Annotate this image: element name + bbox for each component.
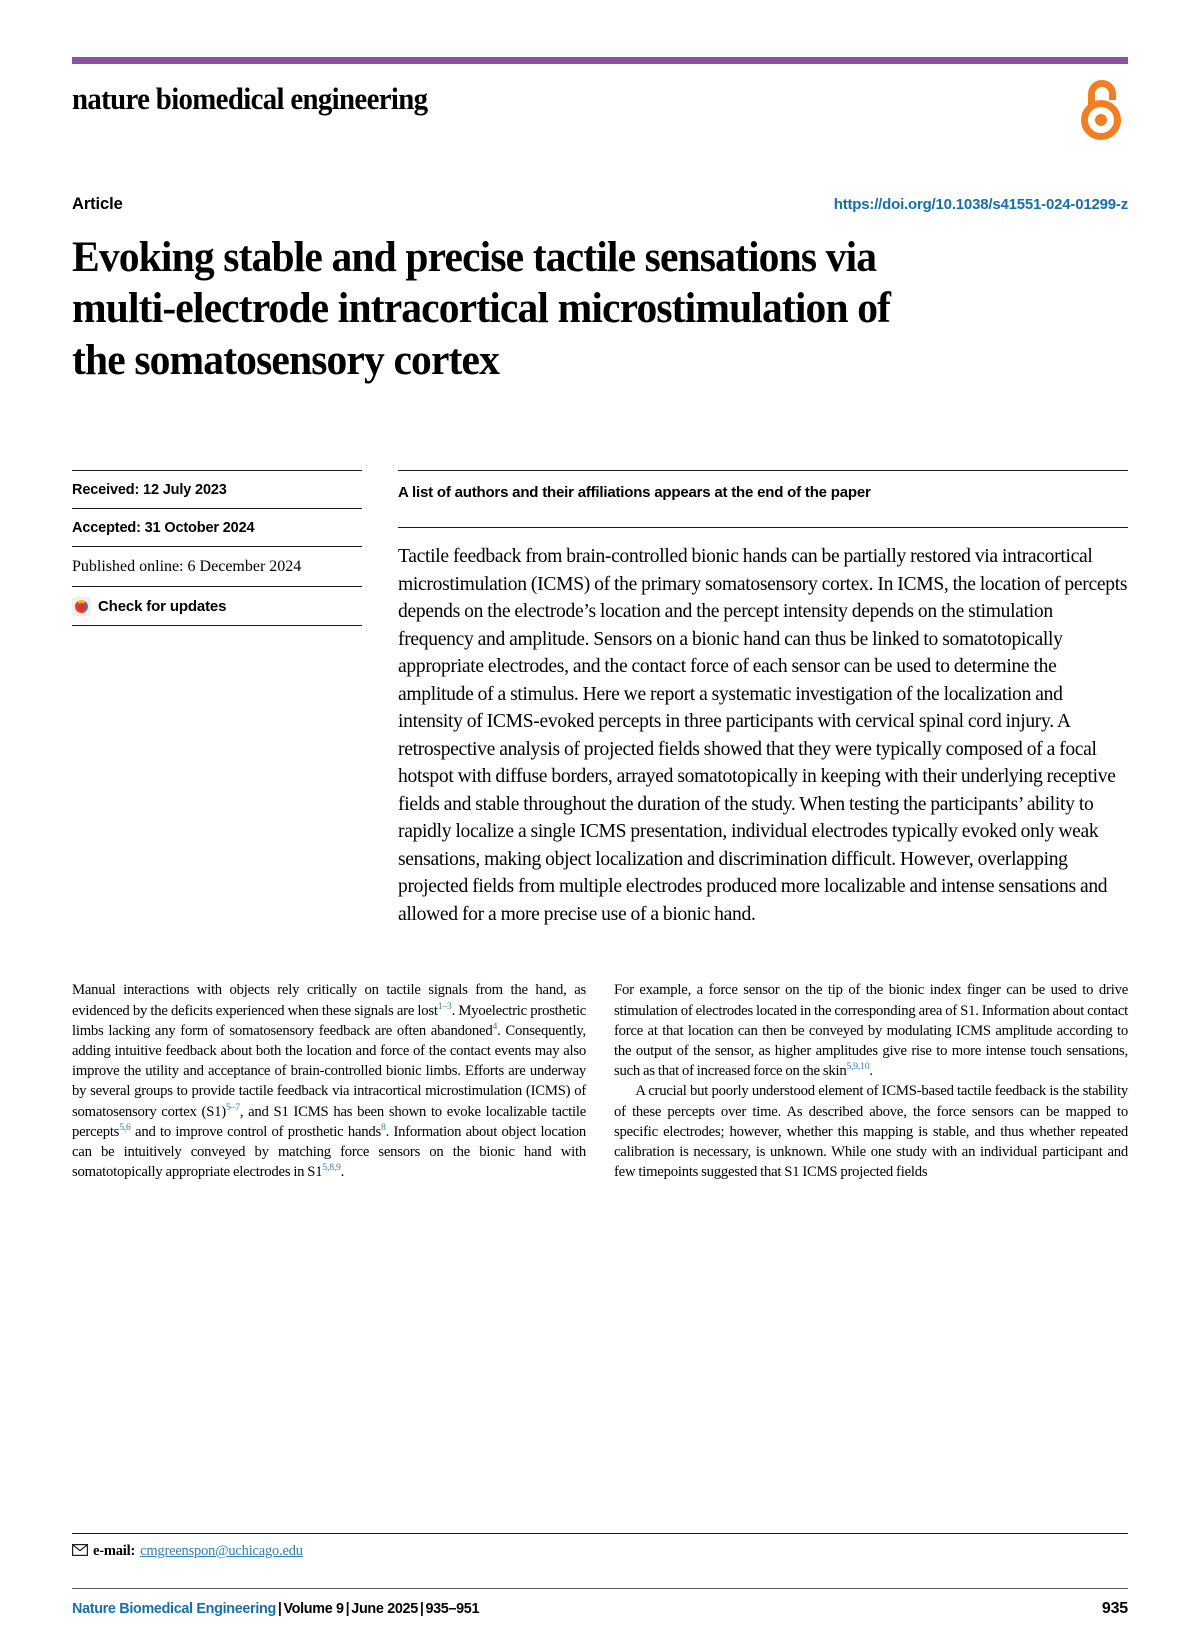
email-address-link[interactable]: cmgreenspon@uchicago.edu bbox=[140, 1543, 303, 1559]
page-title: Evoking stable and precise tactile sensations via multi-electrode intracortical microstimulation of the somatosensory cortex bbox=[72, 233, 891, 384]
reference-marker[interactable]: 1–3 bbox=[437, 1000, 452, 1012]
footer-journal-name[interactable]: Nature Biomedical Engineering bbox=[72, 1600, 276, 1617]
authors-affiliations-note: A list of authors and their affiliations appears at the end of the paper bbox=[398, 483, 871, 501]
article-meta-column bbox=[72, 470, 390, 928]
paragraph bbox=[72, 980, 586, 1182]
page-number: 935 bbox=[1101, 1600, 1128, 1617]
footer-date: June 2025 bbox=[351, 1600, 418, 1617]
footer-citation: Nature Biomedical Engineering | Volume 9 | June 2025 | 935–951 bbox=[72, 1600, 480, 1617]
check-for-updates-label: Check for updates bbox=[98, 597, 227, 615]
body-text: For example, a force sensor on the tip of the bionic index finger can be used to drive stimulation of electrodes located in the corresponding area of S1. Information about contact force at that location can then be conveyed by modulating ICMS amplitude according to the output of the sensor, as higher amplitudes give rise to more intense touch sensations, such as that of increased force on the skin bbox=[614, 982, 1128, 1080]
reference-marker[interactable]: 4 bbox=[492, 1020, 498, 1032]
body-column-right bbox=[614, 980, 1128, 1182]
masthead bbox=[72, 64, 1128, 145]
meta-published-online: Published online: 6 December 2024 bbox=[72, 557, 302, 575]
reference-marker[interactable]: 5,8,9 bbox=[322, 1162, 341, 1174]
body-text: . bbox=[340, 1164, 345, 1181]
meta-abstract-block bbox=[72, 470, 1128, 928]
brand-rule bbox=[72, 57, 1128, 64]
abstract-column bbox=[390, 470, 1128, 928]
page-footer bbox=[72, 1533, 1128, 1618]
body-text: . bbox=[869, 1063, 873, 1080]
body-text: and to improve control of prosthetic hands bbox=[130, 1123, 381, 1140]
email-divider bbox=[72, 1533, 1128, 1534]
email-label: e-mail: bbox=[93, 1543, 136, 1559]
article-header-row bbox=[72, 195, 1128, 214]
abstract-text: Tactile feedback from brain-controlled bionic hands can be partially restored via intracortical microstimulation (ICMS) of the primary somatosensory cortex. In ICMS, the location of percepts depends on the electrode’s location and the percept intensity depends on the stimulation frequency and amplitude. Sensors on a bionic hand can thus be linked to somatotopically appropriate electrodes, and the contact force of each sensor can be used to determine the amplitude of a stimulus. Here we report a systematic investigation of the localization and intensity of ICMS-evoked percepts in three participants with cervical spinal cord injury. A retrospective analysis of projected fields showed that they were typically composed of a focal hotspot with diffuse borders, arrayed somatotopically in keeping with their underlying receptive fields and stable throughout the duration of the study. When testing the participants’ ability to rapidly localize a single ICMS presentation, individual electrodes typically evoked only weak sensations, making object localization and discrimination difficult. However, overlapping projected fields from multiple electrodes produced more localizable and intense sensations and allowed for a more precise use of a bionic hand. bbox=[398, 546, 1128, 925]
reference-marker[interactable]: 8 bbox=[381, 1121, 386, 1133]
envelope-icon bbox=[72, 1544, 88, 1560]
paragraph bbox=[614, 980, 1128, 1081]
doi-link[interactable]: https://doi.org/10.1038/s41551-024-01299-z bbox=[833, 196, 1128, 213]
check-for-updates-button[interactable] bbox=[72, 587, 362, 625]
body-column-left bbox=[72, 980, 586, 1182]
article-type-kicker: Article bbox=[72, 195, 123, 213]
body-text: . Consequently, adding intuitive feedback about both the location and force of the contact events may also improve the utility and acceptance of brain-controlled bionic limbs. Efforts are underway by several groups to provide tactile feedback via intracortical microstimulation (ICMS) of somatosensory cortex (S1) bbox=[72, 1022, 586, 1120]
crossmark-icon bbox=[72, 597, 91, 616]
footer-divider bbox=[72, 1588, 1128, 1589]
body-text: . Myoelectric prosthetic limbs lacking any form of somatosensory feedback are often abandoned bbox=[72, 1002, 586, 1039]
body-text: Manual interactions with objects rely critically on tactile signals from the hand, as evidenced by the deficits experienced when these signals are lost bbox=[72, 982, 586, 1019]
reference-marker[interactable]: 5,9,10 bbox=[846, 1061, 870, 1073]
meta-accepted: Accepted: 31 October 2024 bbox=[72, 519, 255, 536]
journal-title: nature biomedical engineering bbox=[72, 81, 428, 116]
footer-pages: 935–951 bbox=[425, 1600, 480, 1617]
meta-divider-4 bbox=[72, 625, 362, 626]
meta-received: Received: 12 July 2023 bbox=[72, 481, 227, 498]
corresponding-email-line bbox=[72, 1543, 1128, 1588]
body-text: . Information about object location can be intuitively conveyed by matching force sensors on the bionic hand with somatotopically appropriate electrodes in S1 bbox=[72, 1123, 586, 1181]
reference-marker[interactable]: 5,6 bbox=[119, 1121, 131, 1133]
footer-row bbox=[72, 1600, 1128, 1618]
body-text: , and S1 ICMS has been shown to evoke localizable tactile percepts bbox=[72, 1103, 586, 1140]
open-access-lock-icon bbox=[1074, 78, 1128, 145]
footer-volume: Volume 9 bbox=[283, 1600, 344, 1617]
body-columns bbox=[72, 980, 1128, 1182]
reference-marker[interactable]: 5–7 bbox=[225, 1101, 240, 1113]
article-page bbox=[0, 57, 1200, 1650]
paragraph: A crucial but poorly understood element of ICMS-based tactile feedback is the stability of these percepts over time. As described above, the force sensors can be mapped to specific electrodes; however, whether this mapping is stable, and thus whether repeated calibration is necessary, is unknown. While one study with an individual participant and few timepoints suggested that S1 ICMS projected fields bbox=[614, 1083, 1128, 1181]
